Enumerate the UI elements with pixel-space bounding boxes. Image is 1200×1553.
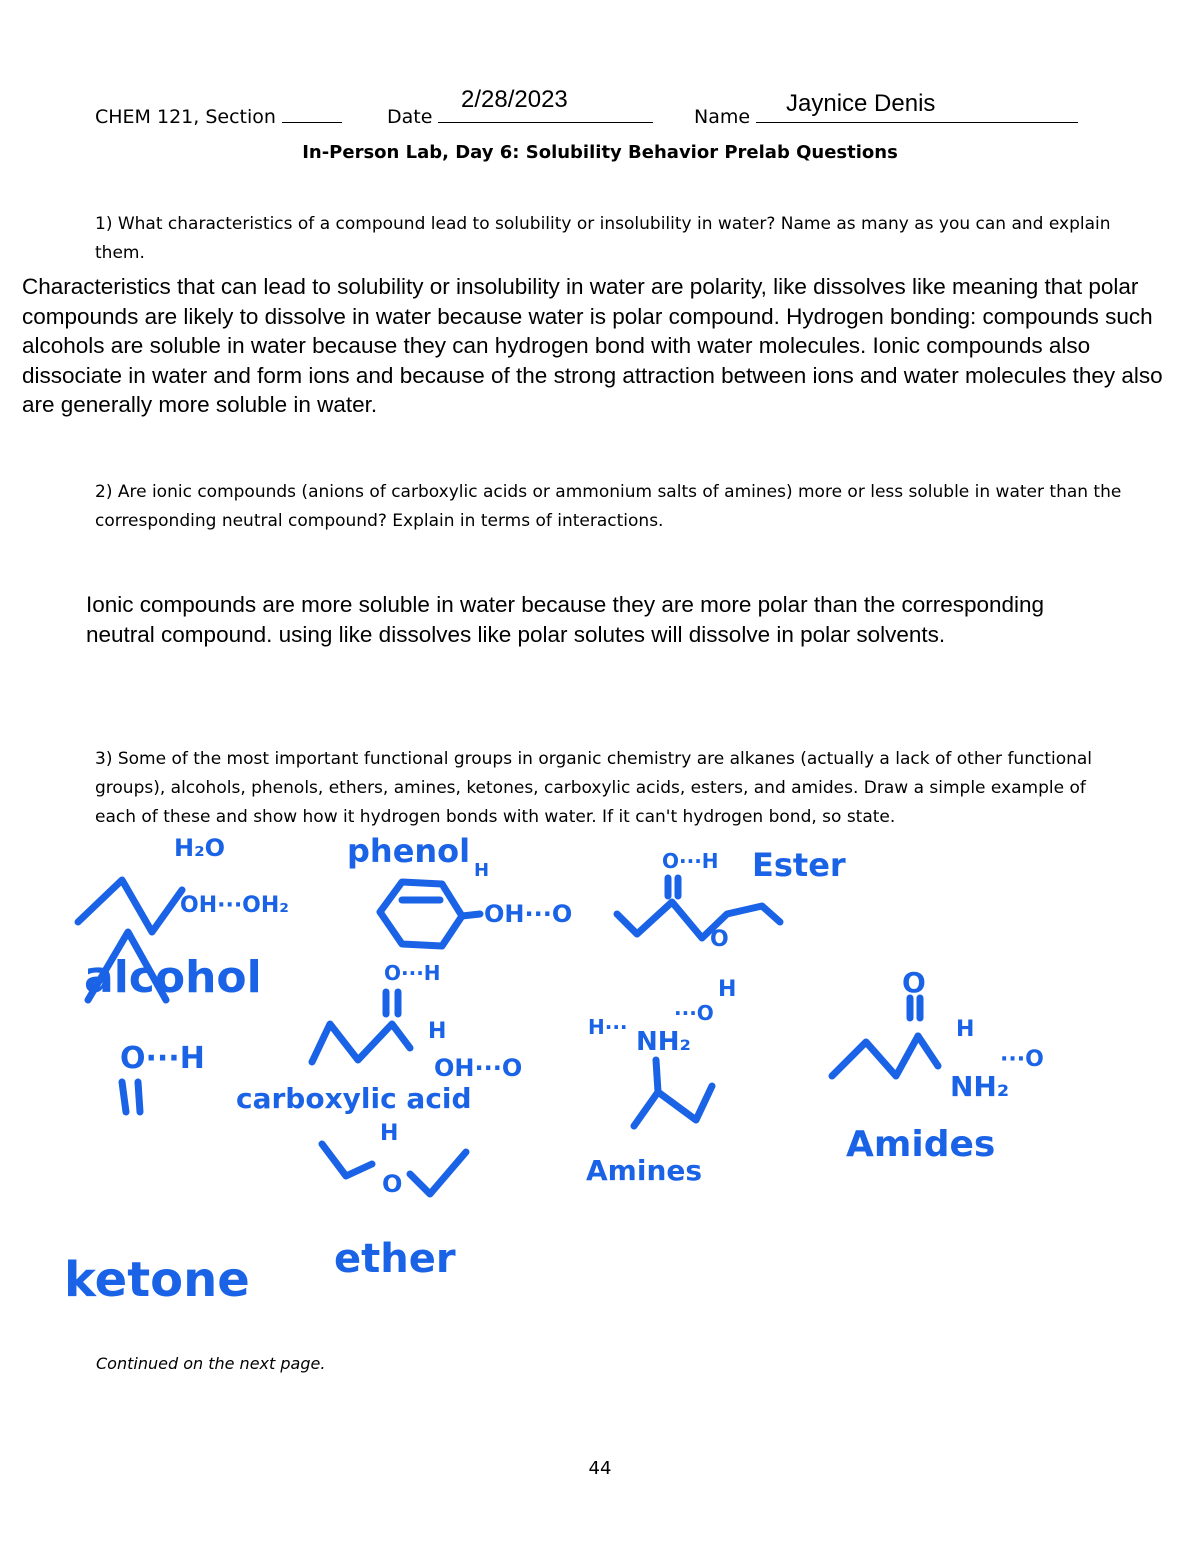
ether-chain	[322, 1144, 372, 1176]
amine-o: ···O	[674, 1001, 714, 1025]
amine-h: H···	[588, 1015, 628, 1039]
carboxylic-bond: OH···O	[434, 1054, 523, 1082]
question-2: 2) Are ionic compounds (anions of carboxylic acids or ammonium salts of amines) more or less soluble in water than the corresponding neutral compound? Explain in terms of interactions.	[95, 482, 1122, 531]
alcohol-chain	[78, 880, 182, 932]
phenol-label: phenol	[347, 832, 471, 870]
answer-1[interactable]: Characteristics that can lead to solubility or insolubility in water are polarity, like dissolves like meaning that polar compounds are likely to dissolve in water because water is polar compound. Hydrogen bonding: compounds such alcohols are soluble in water because they can hydrogen bond with water molecules. Ionic compounds also dissociate in water and form ions and because of the strong attraction between ions and water molecules they also are generally more soluble in water.	[22, 274, 1163, 417]
amine-label: Amines	[586, 1154, 703, 1187]
ether-label: ether	[334, 1236, 456, 1282]
ester-chain	[617, 902, 780, 938]
ester-o: O	[710, 927, 729, 952]
name-label: Name	[694, 106, 751, 128]
amide-o: O	[902, 966, 926, 999]
ester-h: H	[718, 977, 737, 1002]
ether-o: O	[382, 1170, 403, 1198]
page-number: 44	[588, 1458, 612, 1479]
amide-chain	[832, 1036, 918, 1076]
question-3: 3) Some of the most important functional groups in organic chemistry are alkanes (actually a lack of other functional groups), alcohols, phenols, ethers, amines, ketones, carboxylic acids, esters, and amides. Draw a simple example of each of these and show how it hydrogen bonds with water. If it can't hydrogen bond, so state.	[95, 749, 1093, 827]
ester-label: Ester	[752, 846, 846, 884]
alcohol-label: alcohol	[84, 952, 262, 1003]
alcohol-h2o: H₂O	[174, 834, 225, 862]
section-blank[interactable]	[282, 100, 342, 123]
phenol-h: H	[474, 860, 490, 881]
carboxylic-label: carboxylic acid	[236, 1082, 472, 1115]
carboxylic-h: H	[428, 1019, 447, 1044]
amine-nh2: NH₂	[636, 1027, 691, 1057]
ester-top-o: O···H	[662, 849, 719, 873]
ketone-o: O···H	[120, 1041, 205, 1076]
carboxylic-chain	[312, 1024, 410, 1062]
functional-group-sketches[interactable]	[0, 820, 1200, 1320]
page-title: In-Person Lab, Day 6: Solubility Behavior Prelab Questions	[302, 142, 898, 163]
question-1: 1) What characteristics of a compound lead to solubility or insolubility in water? Name as many as you can and explain them.	[95, 214, 1111, 263]
carboxylic-o: O···H	[384, 961, 441, 985]
ketone-label: ketone	[64, 1252, 250, 1308]
name-value: Jaynice Denis	[786, 90, 936, 117]
date-label: Date	[387, 106, 433, 128]
phenol-bond: OH···O	[484, 900, 573, 928]
amide-label: Amides	[846, 1124, 996, 1165]
amide-h: H	[956, 1017, 975, 1042]
alcohol-bond: OH···OH₂	[180, 893, 289, 918]
course-label: CHEM 121, Section	[95, 106, 276, 128]
course-section	[95, 100, 342, 128]
amide-nh2: NH₂	[950, 1070, 1010, 1103]
date-value: 2/28/2023	[461, 86, 568, 113]
ether-h: H	[380, 1121, 399, 1146]
continued-note: Continued on the next page.	[96, 1354, 326, 1373]
amide-o2: ···O	[1000, 1047, 1044, 1072]
answer-2[interactable]: Ionic compounds are more soluble in water because they are more polar than the corresponding neutral compound. using like dissolves like polar solutes will dissolve in polar solvents.	[86, 592, 1045, 647]
amine-chain	[634, 1086, 712, 1126]
phenol-ring	[380, 882, 462, 946]
